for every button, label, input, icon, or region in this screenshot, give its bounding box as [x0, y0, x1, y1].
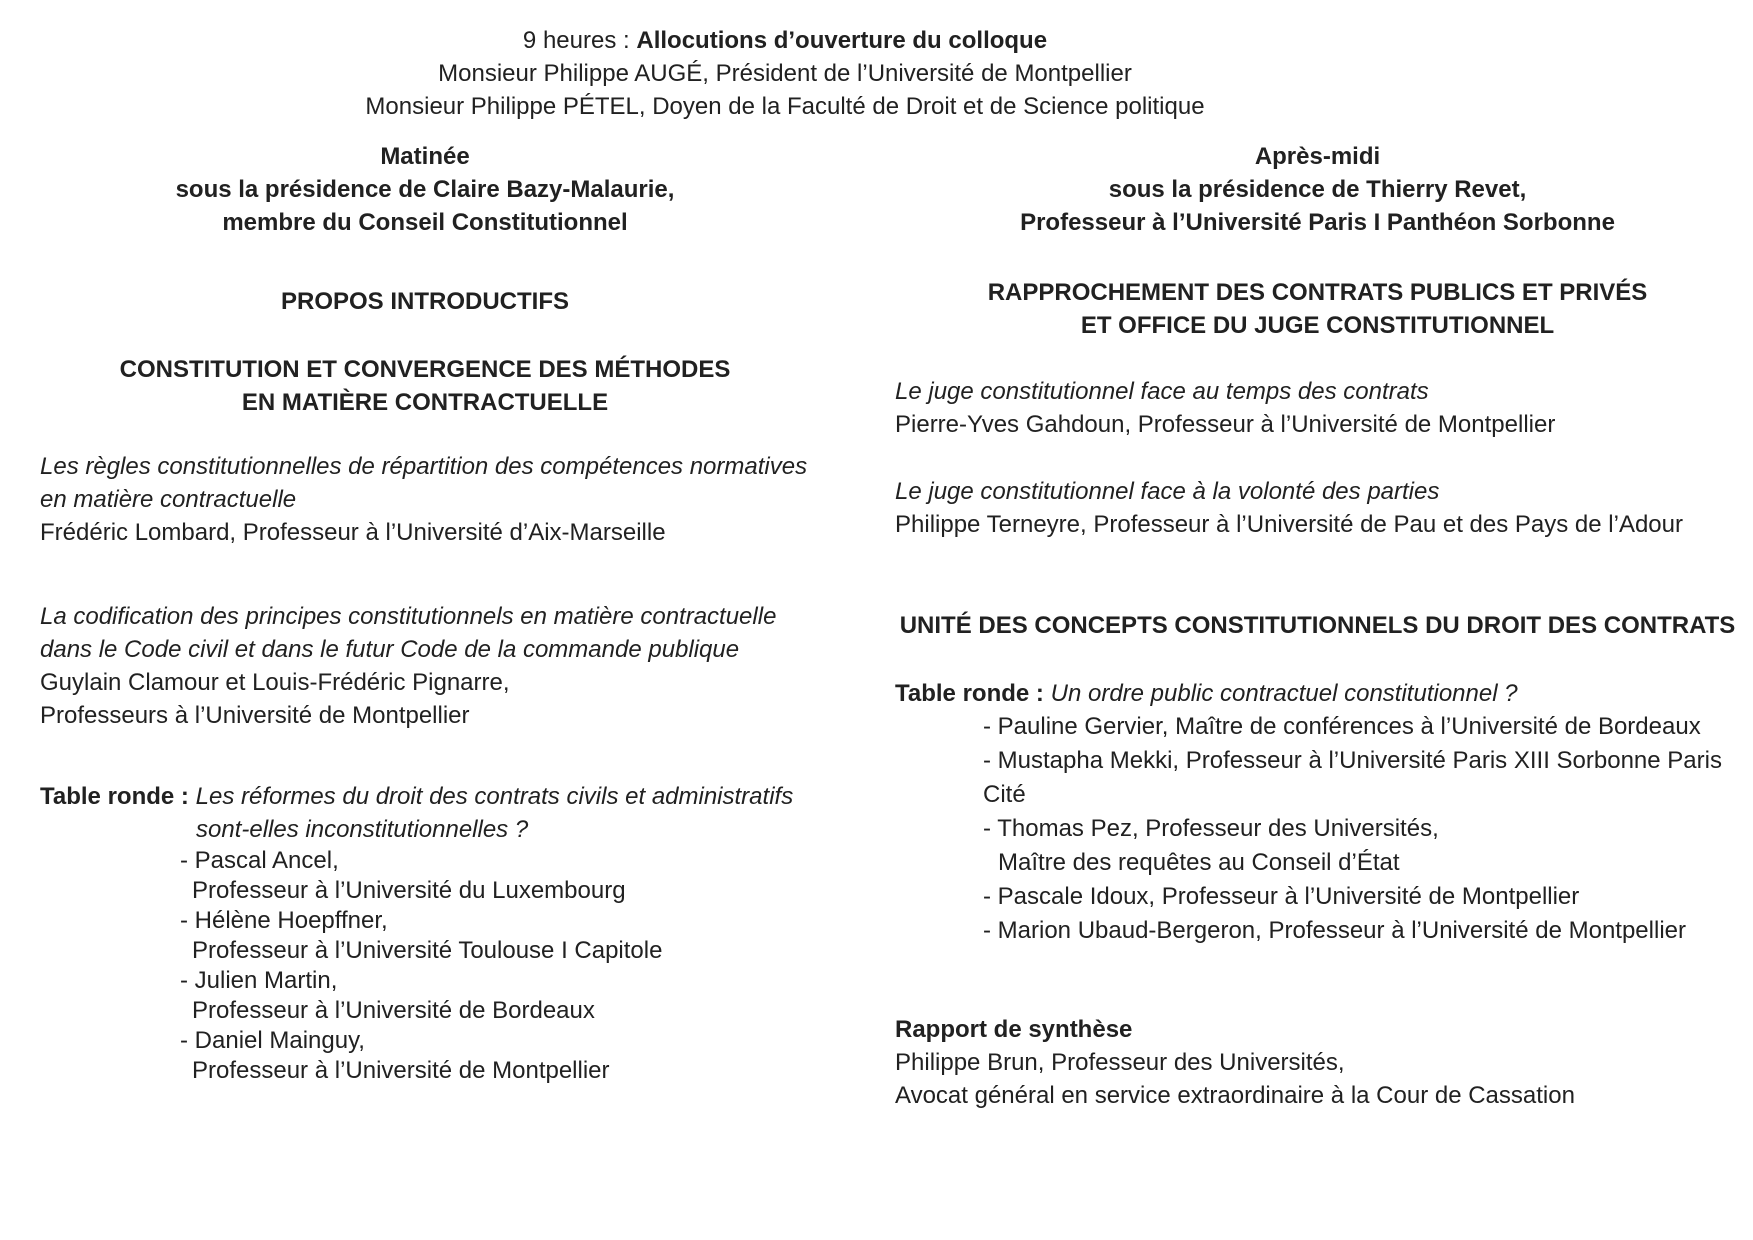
participant-role: Professeur à l’Université Toulouse I Capitole: [192, 937, 663, 964]
talk-title-line: Le juge constitutionnel face au temps des contrats: [895, 378, 1429, 405]
participant: [40, 906, 810, 966]
morning-section-heading: [40, 353, 810, 419]
participant: [40, 966, 810, 1026]
opening-title: Allocutions d’ouverture du colloque: [636, 27, 1048, 54]
afternoon-participants: [895, 710, 1740, 948]
morning-table-ronde: [40, 780, 810, 846]
synthesis-line: Avocat général en service extraordinaire à la Cour de Cassation: [895, 1082, 1575, 1109]
synthesis-heading: Rapport de synthèse: [895, 1016, 1133, 1043]
table-ronde-topic: Les réformes du droit des contrats civils et administratifs: [195, 783, 794, 810]
participant-name: - Pascal Ancel,: [180, 847, 339, 874]
afternoon-presidence-line-1: sous la présidence de Thierry Revet,: [1108, 176, 1527, 203]
participant-role: Professeur à l’Université de Montpellier: [192, 1057, 610, 1084]
talk-title-line: dans le Code civil et dans le futur Code de la commande publique: [40, 636, 740, 663]
synthesis-line: Philippe Brun, Professeur des Universités,: [895, 1049, 1345, 1076]
participant-continuation-line: Maître des requêtes au Conseil d’État: [998, 849, 1400, 876]
participant-name: - Julien Martin,: [180, 967, 338, 994]
morning-column: [40, 140, 810, 1086]
table-ronde-topic-wrap: sont-elles inconstitutionnelles ?: [196, 816, 529, 843]
opening-block: [0, 24, 1570, 123]
participant-line: - Mustapha Mekki, Professeur à l’Université Paris XIII Sorbonne Paris Cité: [983, 747, 1722, 808]
table-ronde-topic: Un ordre public contractuel constitutionnel ?: [1050, 680, 1518, 707]
talk-title-line: La codification des principes constitutionnels en matière contractuelle: [40, 603, 777, 630]
table-ronde-topic-line: [40, 780, 810, 813]
afternoon-talk-1: [895, 375, 1740, 441]
talk-title-line: en matière contractuelle: [40, 486, 297, 513]
morning-section-heading-line-2: EN MATIÈRE CONTRACTUELLE: [241, 389, 609, 416]
talk-speaker-line: Frédéric Lombard, Professeur à l’Université d’Aix-Marseille: [40, 519, 666, 546]
talk-speaker-line: Philippe Terneyre, Professeur à l’Université de Pau et des Pays de l’Adour: [895, 511, 1683, 538]
opening-speaker-2: Monsieur Philippe PÉTEL, Doyen de la Faculté de Droit et de Science politique: [365, 93, 1205, 120]
participant-line: - Thomas Pez, Professeur des Universités,: [983, 815, 1439, 842]
talk-title-line: Le juge constitutionnel face à la volonté des parties: [895, 478, 1440, 505]
morning-talk-2: [40, 600, 810, 732]
participant-line: - Marion Ubaud-Bergeron, Professeur à l’Université de Montpellier: [983, 917, 1686, 944]
participant: [40, 1026, 810, 1086]
participant-name: - Daniel Mainguy,: [180, 1027, 365, 1054]
afternoon-table-ronde: [895, 677, 1740, 710]
participant-line: - Pascale Idoux, Professeur à l’Université de Montpellier: [983, 883, 1580, 910]
afternoon-section-2-heading: UNITÉ DES CONCEPTS CONSTITUTIONNELS DU DROIT DES CONTRATS: [899, 612, 1736, 639]
morning-presidence-line-2: membre du Conseil Constitutionnel: [222, 209, 628, 236]
talk-speaker-line: Guylain Clamour et Louis-Frédéric Pignarre,: [40, 669, 510, 696]
participant-role: Professeur à l’Université de Bordeaux: [192, 997, 595, 1024]
participant-name: - Hélène Hoepffner,: [180, 907, 388, 934]
afternoon-presidence-line-2: Professeur à l’Université Paris I Panthéon Sorbonne: [1020, 209, 1615, 236]
intro-heading: PROPOS INTRODUCTIFS: [280, 288, 569, 315]
opening-time: 9 heures :: [522, 27, 630, 54]
synthesis-block: [895, 1013, 1740, 1112]
afternoon-section-1-heading-line-2: ET OFFICE DU JUGE CONSTITUTIONNEL: [1080, 312, 1555, 339]
morning-talk-1: [40, 450, 810, 549]
afternoon-section-1-heading-line-1: RAPPROCHEMENT DES CONTRATS PUBLICS ET PRIVÉS: [987, 279, 1648, 306]
afternoon-presidence-block: [895, 140, 1740, 239]
table-ronde-label: Table ronde :: [895, 680, 1044, 707]
morning-participants: [40, 846, 810, 1086]
morning-presidence-line-1: sous la présidence de Claire Bazy-Malaurie,: [175, 176, 675, 203]
afternoon-talk-2: [895, 475, 1740, 541]
talk-speaker-line: Professeurs à l’Université de Montpellier: [40, 702, 470, 729]
opening-title-line: [0, 24, 1570, 57]
afternoon-column: [895, 140, 1740, 1112]
afternoon-session-label: Après-midi: [1254, 143, 1381, 170]
talk-speaker-line: Pierre-Yves Gahdoun, Professeur à l’Université de Montpellier: [895, 411, 1556, 438]
morning-presidence-block: [40, 140, 810, 239]
participant-role: Professeur à l’Université du Luxembourg: [192, 877, 626, 904]
morning-section-heading-line-1: CONSTITUTION ET CONVERGENCE DES MÉTHODES: [119, 356, 731, 383]
table-ronde-label: Table ronde :: [40, 783, 189, 810]
morning-session-label: Matinée: [380, 143, 470, 170]
opening-speaker-1: Monsieur Philippe AUGÉ, Président de l’Université de Montpellier: [438, 60, 1132, 87]
afternoon-section-1-heading: [895, 276, 1740, 342]
talk-title-line: Les règles constitutionnelles de répartition des compétences normatives: [40, 453, 808, 480]
participant: [40, 846, 810, 906]
participant-line: - Pauline Gervier, Maître de conférences à l’Université de Bordeaux: [983, 713, 1701, 740]
